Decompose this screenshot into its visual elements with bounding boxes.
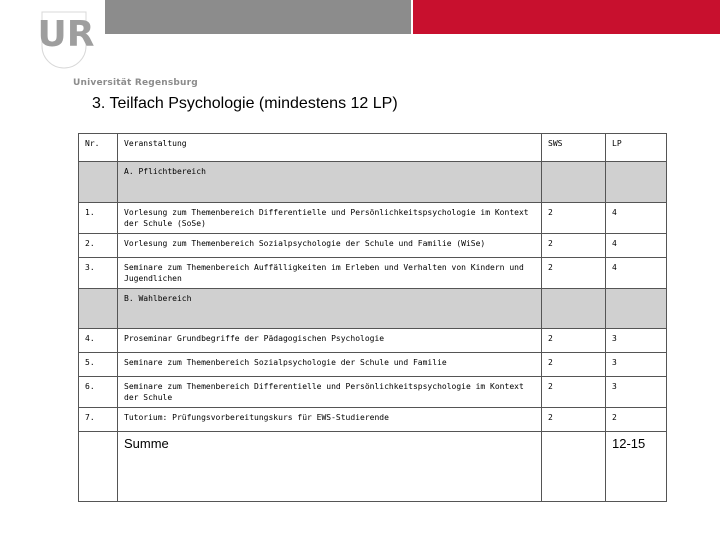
row-lp: 3 xyxy=(606,377,667,408)
header-lp: LP xyxy=(606,134,667,162)
table-row xyxy=(79,329,667,353)
page-title: 3. Teilfach Psychologie (mindestens 12 LP) xyxy=(92,95,398,112)
header-nr: Nr. xyxy=(79,134,118,162)
row-nr: 5. xyxy=(79,353,118,377)
header-sws: SWS xyxy=(542,134,606,162)
logo-letters: UR xyxy=(37,14,95,55)
row-nr: 2. xyxy=(79,234,118,258)
table-row xyxy=(79,377,667,408)
row-sws: 2 xyxy=(542,329,606,353)
row-veranstaltung: Proseminar Grundbegriffe der Pädagogischen Psychologie xyxy=(118,329,542,353)
section-b-row xyxy=(79,289,667,329)
row-veranstaltung: Seminare zum Themenbereich Differentielle und Persönlichkeitspsychologie im Kontext der Schule xyxy=(118,377,542,408)
row-sws: 2 xyxy=(542,203,606,234)
row-veranstaltung: Tutorium: Prüfungsvorbereitungskurs für EWS-Studierende xyxy=(118,408,542,432)
row-nr: 7. xyxy=(79,408,118,432)
row-nr: 4. xyxy=(79,329,118,353)
row-veranstaltung: Seminare zum Themenbereich Auffälligkeiten im Erleben und Verhalten von Kindern und Jugendlichen xyxy=(118,258,542,289)
table-row xyxy=(79,203,667,234)
header-red-bar xyxy=(413,0,720,34)
course-table xyxy=(78,133,667,502)
row-lp: 4 xyxy=(606,234,667,258)
section-a-label: A. Pflichtbereich xyxy=(118,162,542,203)
table-row xyxy=(79,353,667,377)
row-lp: 4 xyxy=(606,203,667,234)
university-name: Universität Regensburg xyxy=(73,78,198,88)
section-b-label: B. Wahlbereich xyxy=(118,289,542,329)
table-row xyxy=(79,258,667,289)
table-header-row xyxy=(79,134,667,162)
sum-row xyxy=(79,432,667,502)
row-veranstaltung: Seminare zum Themenbereich Sozialpsychologie der Schule und Familie xyxy=(118,353,542,377)
row-lp: 3 xyxy=(606,353,667,377)
row-lp: 2 xyxy=(606,408,667,432)
row-lp: 3 xyxy=(606,329,667,353)
header-veranstaltung: Veranstaltung xyxy=(118,134,542,162)
row-veranstaltung: Vorlesung zum Themenbereich Differentielle und Persönlichkeitspsychologie im Kontext der Schule (SoSe) xyxy=(118,203,542,234)
row-nr: 6. xyxy=(79,377,118,408)
table-row xyxy=(79,408,667,432)
row-sws: 2 xyxy=(542,234,606,258)
row-sws: 2 xyxy=(542,377,606,408)
row-lp: 4 xyxy=(606,258,667,289)
row-sws: 2 xyxy=(542,258,606,289)
row-veranstaltung: Vorlesung zum Themenbereich Sozialpsychologie der Schule und Familie (WiSe) xyxy=(118,234,542,258)
sum-lp: 12-15 xyxy=(606,432,667,502)
row-sws: 2 xyxy=(542,408,606,432)
row-sws: 2 xyxy=(542,353,606,377)
row-nr: 3. xyxy=(79,258,118,289)
table-row xyxy=(79,234,667,258)
row-nr: 1. xyxy=(79,203,118,234)
sum-label: Summe xyxy=(118,432,542,502)
section-a-row xyxy=(79,162,667,203)
